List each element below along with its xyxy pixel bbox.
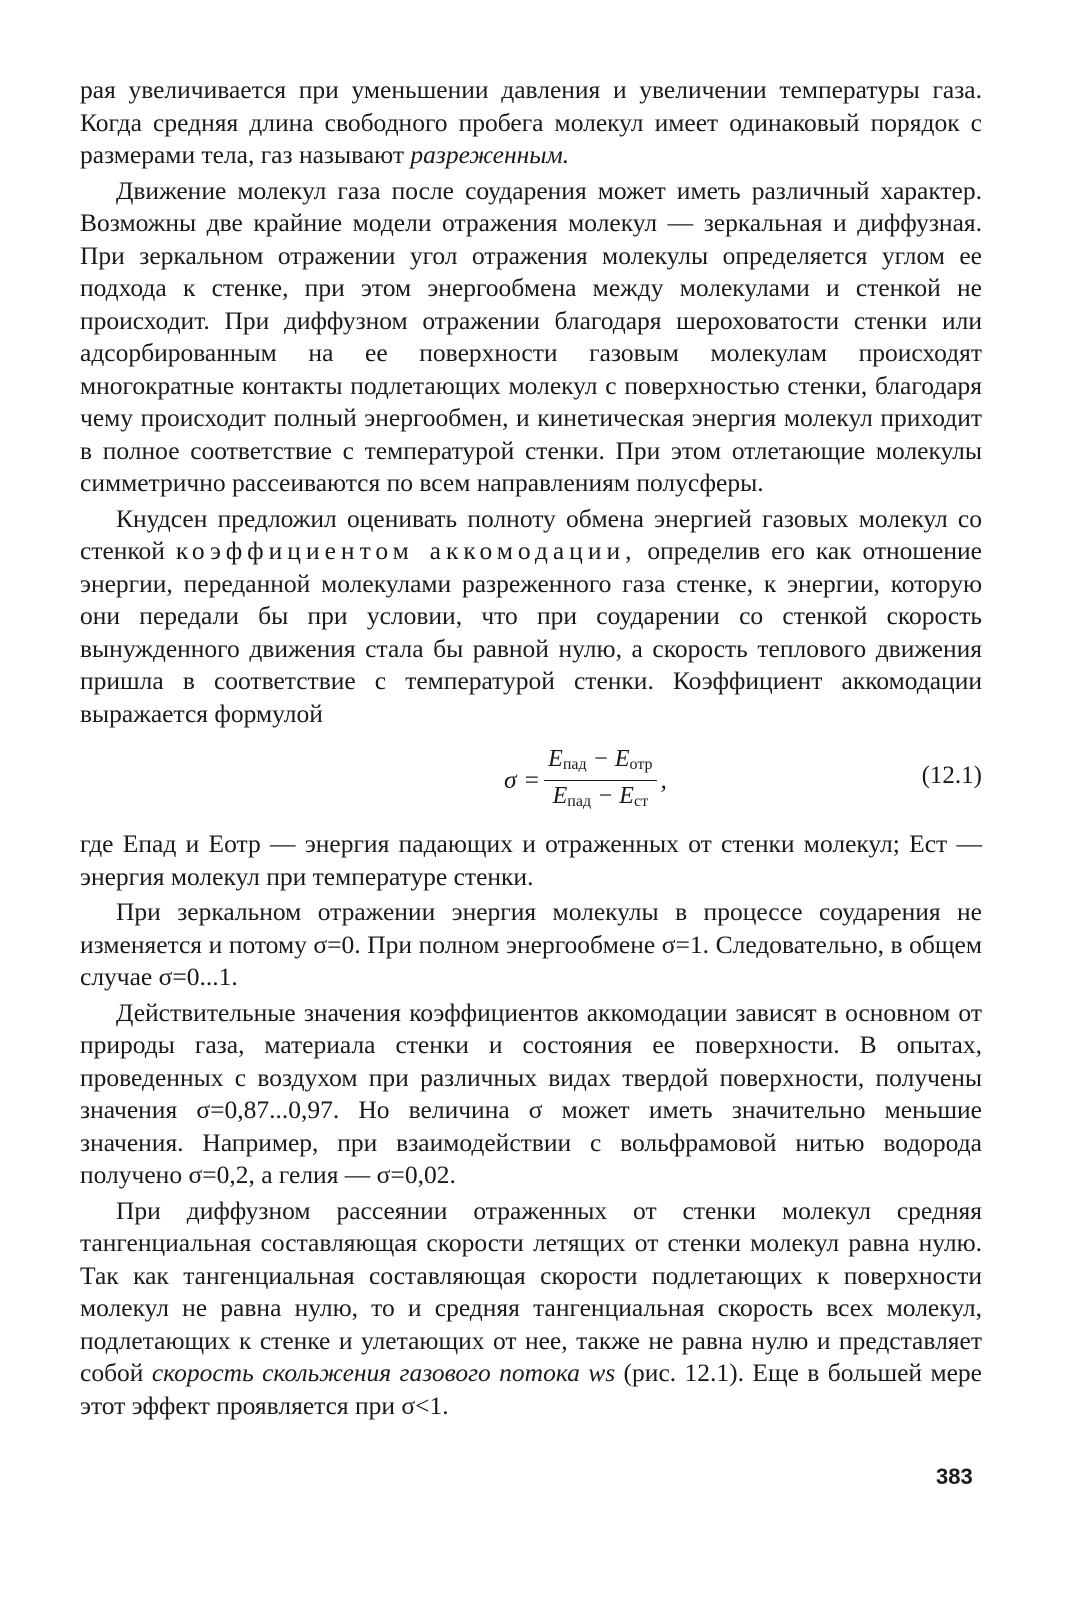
formula-comma: , [660,765,667,795]
paragraph-2: Движение молекул газа после соударения может иметь различный характер. Возможны две крайние модели отражения молекул — зеркальная и диффузная. При зеркальном отражении угол отражения молекулы определяется углом ее подхода к стенке, при этом энергообмена между молекулами и стенкой не происходит. При диффузном отражении благодаря шероховатости стенки или адсорбированным на ее поверхности газовым молекулам происходят многократные контакты подлетающих молекул с поверхностью стенки, благодаря чему происходит полный энергообмен, и кинетическая энергия молекул приходит в полное соответствие с температурой стенки. При этом отлетающие молекулы симметрично рассеиваются по всем направлениям полусферы. [80,175,982,497]
formula-fraction [544,744,656,817]
paragraph-6: Действительные значения коэффициентов аккомодации зависят в основном от природы газа, материала стенки и состояния ее поверхности. В опытах, проведенных с воздухом при различных видах твердой поверхности, получены значения σ=0,87...0,97. Но величина σ может иметь значительно меньшие значения. Например, при взаимодействии с вольфрамовой нитью водорода получено σ=0,2, а гелия — σ=0,02. [80,997,982,1189]
paragraph-4: где Eпад и Eотр — энергия падающих и отраженных от стенки молекул; Eст — энергия молекул при температуре стенки. [80,829,982,891]
formula-12-1 [80,734,982,826]
paragraph-1: рая увеличивается при уменьшении давления и увеличении температуры газа. Когда средняя длина свободного пробега молекул имеет одинаковый порядок с размерами тела, газ называют разреженным. [80,75,982,169]
term-rarefied: разреженным. [410,140,570,169]
formula-denominator: Eпад − Eст [552,783,649,810]
page-number: 383 [936,1464,973,1489]
term-accommodation-coefficient: коэффициентом аккомодации, [175,536,637,565]
formula-numerator: Eпад − Eотр [548,746,653,773]
paragraph-7: При диффузном рассеянии отраженных от стенки молекул средняя тангенциальная составляющая скорости летящих от стенки молекул равна нулю. Так как тангенциальная составляющая скорости подлетающих к поверхности молекул не равна нулю, то и средняя тангенциальная скорость всех молекул, подлетающих к стенке и улетающих от нее, также не равна нулю и представляет собой скорость скольжения газового потока ws (рис. 12.1). Еще в большей мере этот эффект проявляется при σ<1. [80,1195,982,1420]
paragraph-5: При зеркальном отражении энергия молекулы в процессе соударения не изменяется и потому σ=0. При полном энергообмене σ=1. Следовательно, в общем случае σ=0...1. [80,897,982,991]
formula-lhs: σ = [504,765,541,795]
body-text [80,74,982,1422]
equation-number: (12.1) [921,762,982,789]
term-slip-velocity: скорость скольжения газового потока ws [151,1358,616,1387]
paragraph-3: Кнудсен предложил оценивать полноту обмена энергией газовых молекул со стенкой коэффициентом аккомодации, определив его как отношение энергии, переданной молекулами разреженного газа стенке, к энергии, которую они передали бы при условии, что при соударении со стенкой скорость вынужденного движения стала бы равной нулю, а скорость теплового движения пришла в соответствие с температурой стенки. Коэффициент аккомодации выражается формулой [80,503,982,728]
